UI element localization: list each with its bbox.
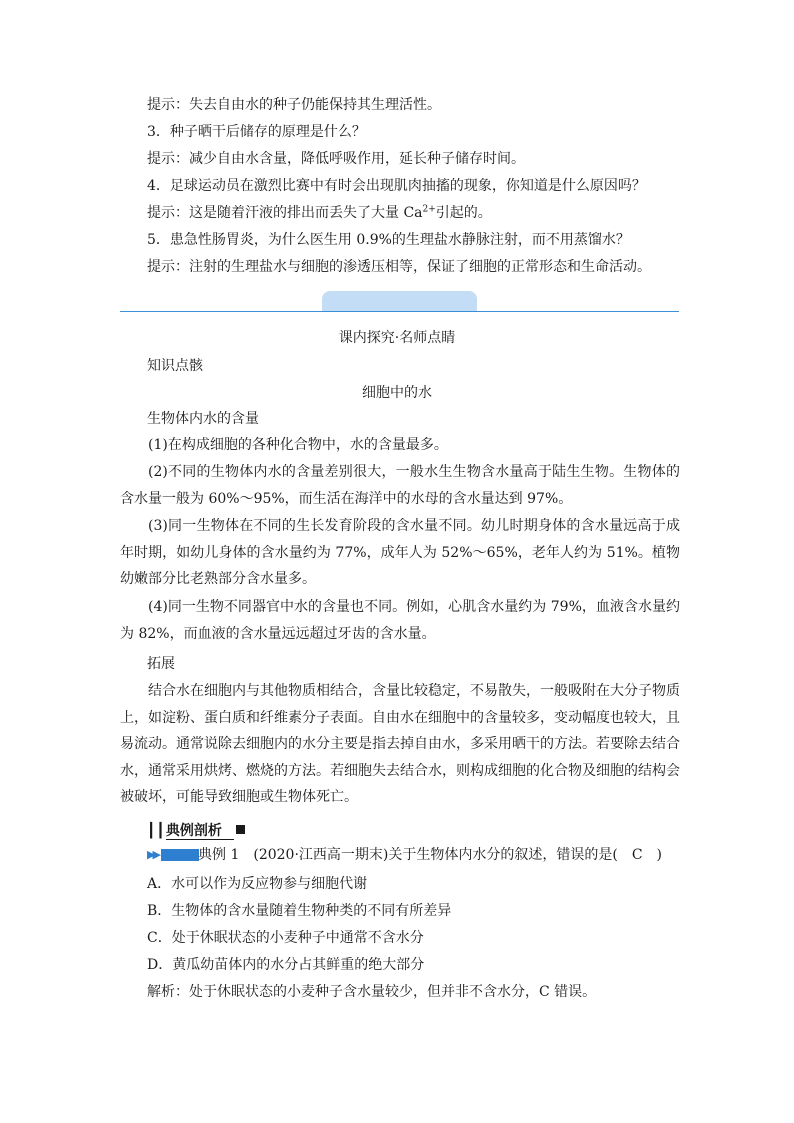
section-title: 课内探究·名师点睛 <box>338 330 456 346</box>
point-1: (1)在构成细胞的各种化合物中，水的含量最多。 <box>148 437 448 453</box>
section-rule <box>120 311 679 312</box>
hint-4 <box>147 203 492 223</box>
example-section-header <box>147 821 245 841</box>
hint-3: 提示：减少自由水含量，降低呼吸作用，延长种子储存时间。 <box>147 151 525 167</box>
hint-5: 提示：注射的生理盐水与细胞的渗透压相等，保证了细胞的正常形态和生命活动。 <box>147 259 651 275</box>
extension-text: 结合水在细胞内与其他物质相结合，含量比较稳定，不易散失，一般吸附在大分子物质上，如淀粉、蛋白质和纤维素分子表面。自由水在细胞中的含量较多，变动幅度也较大，且易流动。通常说除去细胞内的水分主要是指去掉自由水，多采用晒干的方法。若要除去结合水，通常采用烘烤、燃烧的方法。若细胞失去结合水，则构成细胞的化合物及细胞的结构会被破坏，可能导致细胞或生物体死亡。 <box>120 683 680 806</box>
point-4: (4)同一生物不同器官中水的含量也不同。例如，心肌含水量约为 79%，血液含水量约为 82%，而血液的含水量远远超过牙齿的含水量。 <box>120 599 680 642</box>
analysis: 解析：处于休眠状态的小麦种子含水量较少，但并非不含水分，C 错误。 <box>147 984 597 1000</box>
point-2: (2)不同的生物体内水的含量差别很大，一般水生生物含水量高于陆生生物。生物体的含水量一般为 60%～95%，而生活在海洋中的水母的含水量达到 97%。 <box>120 464 680 507</box>
example-question-text: (2020·江西高一期末)关于生物体内水分的叙述，错误的是( C ) <box>239 847 662 863</box>
option-a: A．水可以作为反应物参与细胞代谢 <box>147 876 368 892</box>
hint-1: 提示：失去自由水的种子仍能保持其生理活性。 <box>147 97 441 113</box>
extension-label: 拓展 <box>147 656 175 672</box>
section-divider <box>120 291 679 313</box>
example-label: 典例 1 <box>198 847 240 863</box>
hint-4-text: 提示：这是随着汗液的排出而丢失了大量 Ca <box>147 205 423 221</box>
subheading-water-content: 生物体内水的含量 <box>147 411 259 427</box>
example-marker <box>147 848 199 862</box>
topic-title: 细胞中的水 <box>362 385 432 401</box>
double-arrow-icon: ▶▶ <box>147 848 158 861</box>
hint-4-superscript: 2+ <box>422 204 436 215</box>
knowledge-label: 知识点骸 <box>147 358 203 374</box>
header-bars: ┃┃ <box>147 823 166 839</box>
question-3: 3．种子晒干后储存的原理是什么？ <box>147 124 366 140</box>
square-icon <box>236 825 245 834</box>
hint-4-tail: 引起的。 <box>435 205 492 221</box>
question-5: 5．患急性肠胃炎，为什么医生用 0.9%的生理盐水静脉注射，而不用蒸馏水？ <box>147 232 630 248</box>
blue-label-block <box>161 849 199 861</box>
option-b: B．生物体的含水量随着生物种类的不同有所差异 <box>147 903 452 919</box>
example-question <box>198 845 662 865</box>
option-c: C．处于休眠状态的小麦种子中通常不含水分 <box>147 930 424 946</box>
section-tab <box>322 291 477 311</box>
option-d: D．黄瓜幼苗体内的水分占其鲜重的绝大部分 <box>147 957 425 973</box>
example-header-title: 典例剖析 <box>166 823 234 840</box>
question-4: 4．足球运动员在激烈比赛中有时会出现肌肉抽搐的现象，你知道是什么原因吗？ <box>147 178 646 194</box>
point-3: (3)同一生物体在不同的生长发育阶段的含水量不同。幼儿时期身体的含水量远高于成年时期，如幼儿身体的含水量约为 77%，成年人为 52%～65%，老年人约为 51%。植物幼嫩部分比老熟部分含水量多。 <box>120 518 680 588</box>
